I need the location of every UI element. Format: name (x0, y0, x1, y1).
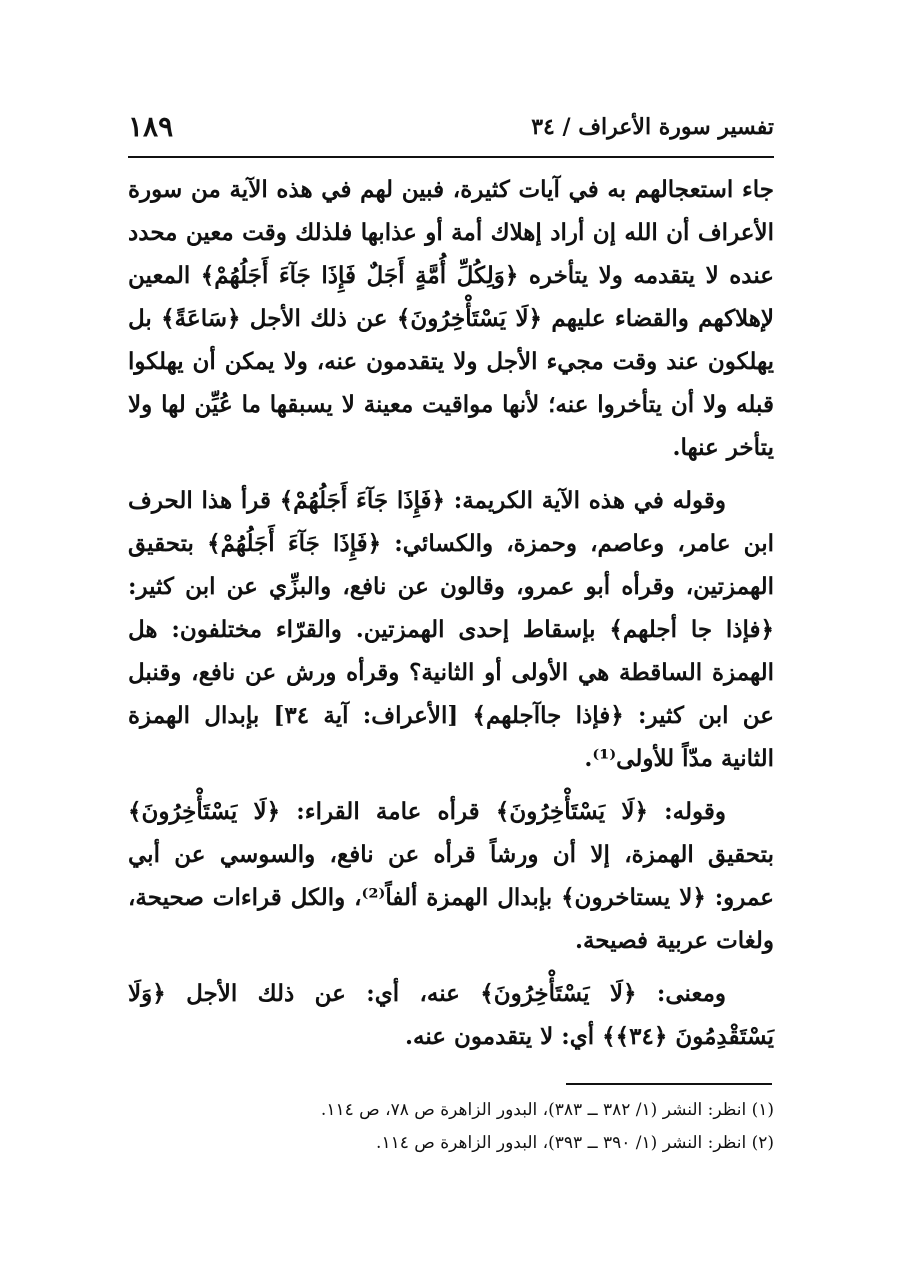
footnotes (128, 1094, 774, 1160)
running-header (128, 110, 774, 150)
footnote-1: (١) انظر: النشر (١/ ٣٨٢ ــ ٣٨٣)، البدور الزاهرة ص ٧٨، ص ١١٤. (320, 1100, 774, 1120)
paragraph-2: وقوله في هذه الآية الكريمة: ﴿فَإِذَا جَآءَ أَجَلُهُمْ﴾ قرأ هذا الحرف ابن عامر، وعاصم، وحمزة، والكسائي: ﴿فَإِذَا جَآءَ أَجَلُهُمْ﴾ بتحقيق الهمزتين، وقرأه أبو عمرو، وقالون عن نافع، والبزِّي عن ابن كثير: ﴿فإذا جا أجلهم﴾ بإسقاط إحدى الهمزتين. والقرّاء مختلفون: هل الهمزة الساقطة هي الأولى أو الثانية؟ وقرأه ورش عن نافع، وقنبل عن ابن كثير: ﴿فإذا جاآجلهم﴾ [الأعراف: آية ٣٤] بإبدال الهمزة الثانية مدّاً للأولى⁽¹⁾. (128, 487, 775, 772)
body-text (128, 168, 774, 1058)
running-header-title: تفسير سورة الأعراف / ٣٤ (531, 114, 774, 140)
paragraph-1: جاء استعجالهم به في آيات كثيرة، فبين لهم في هذه الآية من سورة الأعراف أن الله إن أراد إهلاك أمة أو عذابها فلذلك وقت معين محدد عنده لا يتقدمه ولا يتأخره ﴿وَلِكُلِّ أُمَّةٍ أَجَلٌ فَإِذَا جَآءَ أَجَلُهُمْ﴾ المعين لإهلاكهم والقضاء عليهم ﴿لَا يَسْتَأْخِرُونَ﴾ عن ذلك الأجل ﴿سَاعَةً﴾ بل يهلكون عند وقت مجيء الأجل ولا يتقدمون عنه، ولا يمكن أن يهلكوا قبله ولا أن يتأخروا عنه؛ لأنها مواقيت معينة لا يسبقها ما عُيِّن لها ولا يتأخر عنها. (128, 176, 774, 461)
footnote-divider (566, 1083, 772, 1085)
header-divider (128, 156, 774, 158)
paragraph-4: ومعنى: ﴿لَا يَسْتَأْخِرُونَ﴾ عنه، أي: عن ذلك الأجل ﴿وَلَا يَسْتَقْدِمُونَ ﴿٣٤﴾﴾ أي: لا يتقدمون عنه. (128, 980, 774, 1050)
page-number: ١٨٩ (128, 110, 174, 143)
footnote-2: (٢) انظر: النشر (١/ ٣٩٠ ــ ٣٩٣)، البدور الزاهرة ص ١١٤. (376, 1133, 774, 1153)
paragraph-3: وقوله: ﴿لَا يَسْتَأْخِرُونَ﴾ قرأه عامة القراء: ﴿لَا يَسْتَأْخِرُونَ﴾ بتحقيق الهمزة، إلا أن ورشاً قرأه عن نافع، والسوسي عن أبي عمرو: ﴿لا يستاخرون﴾ بإبدال الهمزة ألفاً⁽²⁾، والكل قراءات صحيحة، ولغات عربية فصيحة. (128, 798, 774, 954)
